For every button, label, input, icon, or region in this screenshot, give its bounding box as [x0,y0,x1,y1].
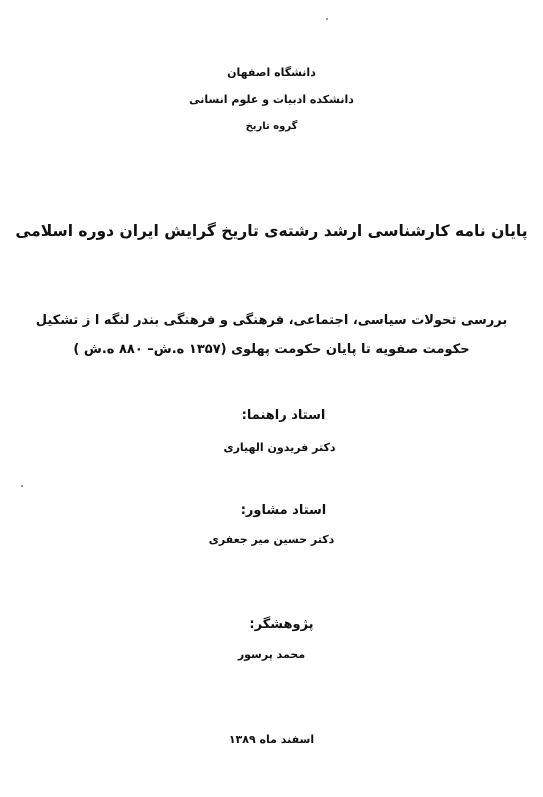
thesis-title-line-2: حکومت صفویه تا پایان حکومت پهلوی (۱۳۵۷ ه.ش– ۸۸۰ ه.ش ) [73,342,470,357]
thesis-title-line-1: بررسی تحولات سیاسی، اجتماعی، فرهنگی و فرهنگی بندر لنگه ا ز تشکیل [35,313,508,328]
advisor-label: استاد مشاور: [240,503,327,518]
researcher-label: پژوهشگر: [249,617,314,632]
department-name: گروه تاریخ [245,121,298,132]
supervisor-label: استاد راهنما: [241,408,326,423]
thesis-degree-line: پایان نامه کارشناسی ارشد رشته‌ی تاریخ گرایش ایران دوره اسلامی [15,222,528,240]
scan-speck [21,485,23,487]
faculty-name: دانشکده ادبیات و علوم انسانی [189,93,354,106]
supervisor-name: دکتر فریدون الهیاری [223,441,336,454]
researcher-name: محمد پرسور [237,648,306,661]
advisor-name: دکتر حسین میر جعفری [208,533,335,546]
scan-speck [326,18,328,20]
university-name: دانشگاه اصفهان [227,66,316,79]
submission-date: اسفند ماه ۱۳۸۹ [228,733,315,746]
